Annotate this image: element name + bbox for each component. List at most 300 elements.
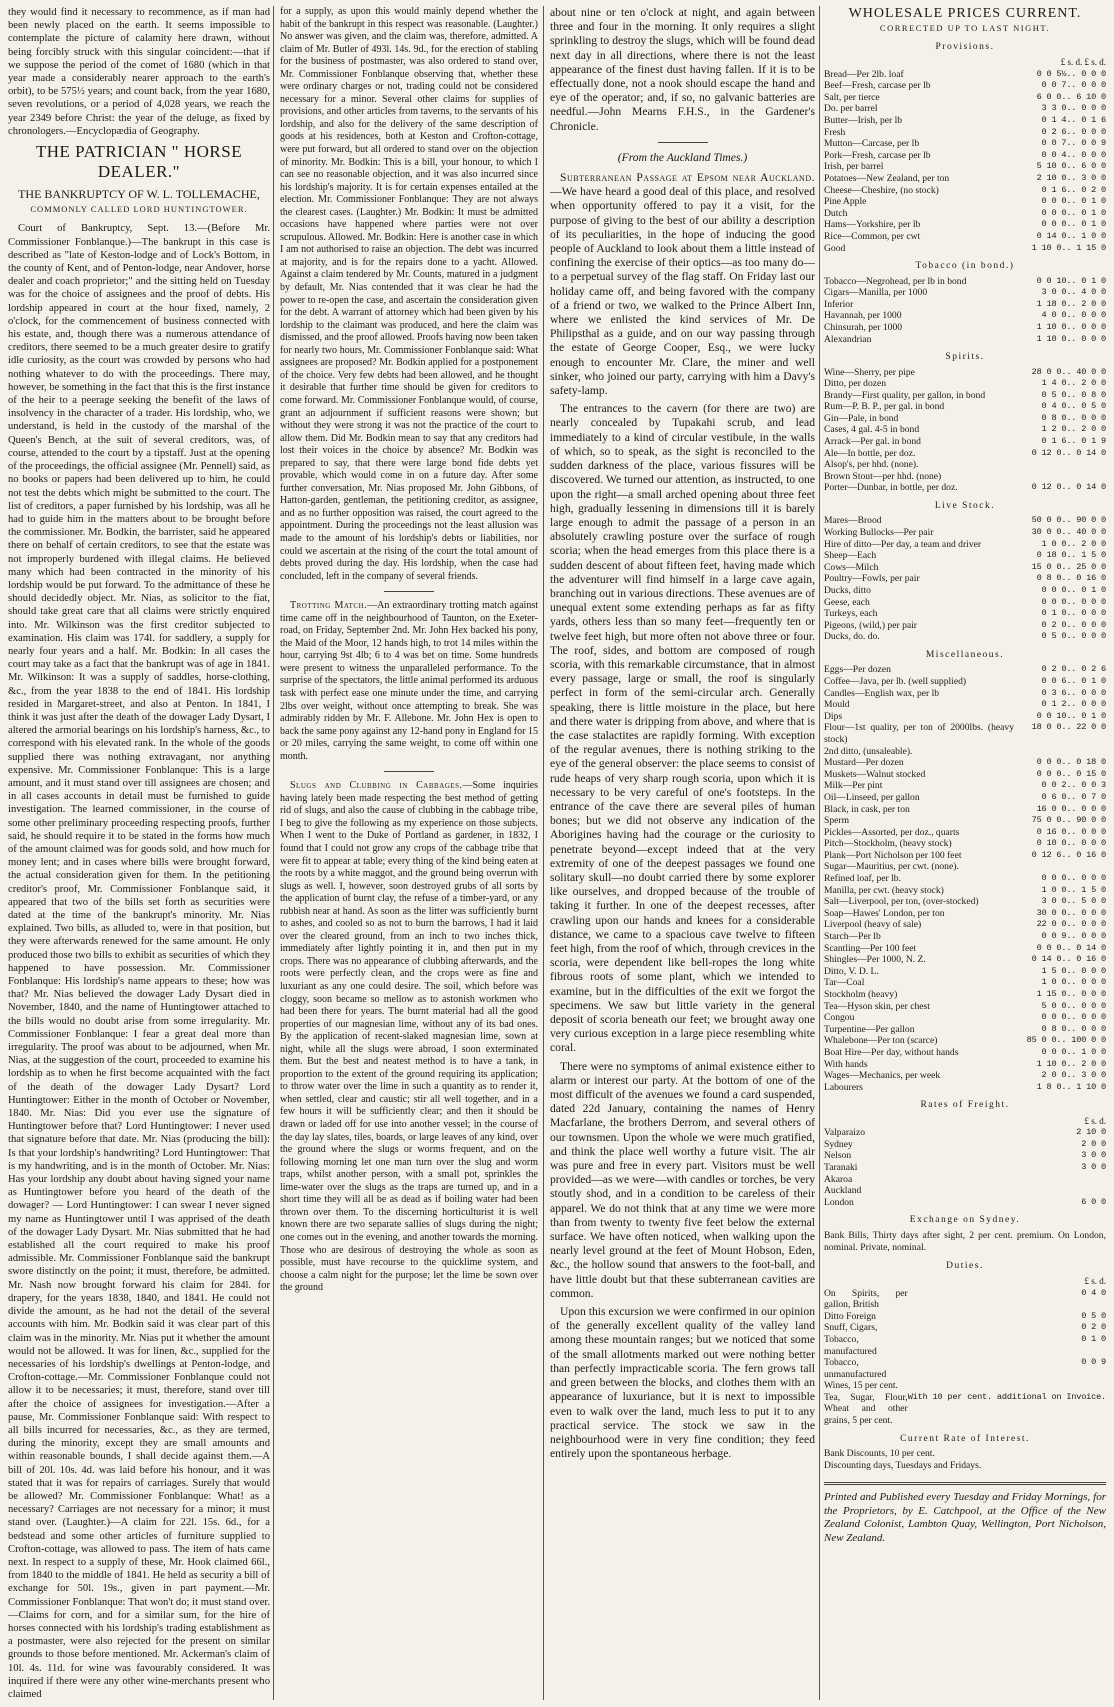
column-1 [8, 6, 270, 1700]
price-item-value: 0 12 0.. 0 14 0 [1031, 447, 1106, 458]
price-item-name: Pine Apple [824, 196, 867, 208]
price-item-name: Hire of ditto—Per day, a team and driver [824, 538, 982, 550]
price-item-value: 3 3 0.. 0 0 0 [1041, 103, 1106, 114]
price-item-name: Tar—Coal [824, 977, 865, 989]
price-item-name: Oil—Linseed, per gallon [824, 791, 920, 803]
price-row [824, 1127, 1106, 1139]
price-item-value: 22 0 0.. 0 0 0 [1036, 919, 1106, 930]
price-item-value: 0 18 0.. 1 5 0 [1036, 550, 1106, 561]
price-item-value: 0 12 0.. 0 14 0 [1031, 482, 1106, 493]
price-item-name: Hams—Yorkshire, per lb [824, 219, 921, 231]
duties-units: £ s. d. [1084, 1276, 1106, 1287]
price-item-name: Scantling—Per 100 feet [824, 942, 917, 954]
price-item-name: Alexandrian [824, 333, 872, 345]
provisions-units: £ s. d. £ s. d. [1060, 57, 1106, 68]
price-row [824, 196, 1106, 208]
price-item-name: Bread—Per 2lb. loaf [824, 68, 904, 80]
price-item-name: Butter—Irish, per lb [824, 115, 903, 126]
epsom-body-2: The entrances to the cavern (for there are two) are nearly concealed by Tupakahi scrub, and lead immediately to a kind of circular vestibule, in the walls of which, so to speak, as the sight is reconciled to the sudden darkness of the place, various fissures will be discovered. We turned our attention, as instructed, to one upon the right—a small arched opening about three feet high, gradually lessening in dimensions till it is barely large enough to admit the passage of a person in an absolutely crawling posture over the surface of rough scoria; when the head emerges from this place there is a sudden descent of about fifteen feet, having made which the adventurer will find himself in a large cave again, branching out in various directions. These avenues are of unequal extent some extending perhaps as far as fifty yards, others less than so many feet—frequently ten or twelve feet high, but more often not above three or four. The roof, sides, and bottom are composed of rough scoria, with this remarkable circumstance, that in almost every passage, large or small, the roof is singularly perfect in form of the semi-circular arch. Generally speaking, there is little moisture in the place, but here and there water is dripping from above, and where that is the case stalactites are rapidly forming. With exception of the regular avenues, there is nothing striking to the eye of the general observer: the place seems to consist of rude heaps of very sharp rough scoria, upon which it is necessary to be very careful of one's footsteps. In the entrance of the cave there are several piles of human bones; but we did not observe any indication of the Aborigines having had the courage or the curiosity to penetrate beyond—except indeed that at the very extremity of one of the deepest passages we found one solitary skull—no doubt carried there by some explorer like ourselves, and dropped because of the trouble of taking it further. In one of the deepest recesses, after crawling upon our hands and knees for a considerable distance, we came to a spacious cave twelve to fifteen feet high, from the roof of which, through crevices in the scoria, were dependent like bell-ropes the long white fibrous roots of some plant, which we intended to examine, but in the difficulties of the exit we forgot the specimens. We saw but little variety in the general deposit of scoria beneath our feet; we brought away one very curious exception in a large piece resembling white coral. [550, 402, 815, 1055]
column-3 [550, 6, 815, 1700]
price-item-value: 0 4 0 [1081, 1287, 1106, 1298]
interest-heading: Current Rate of Interest. [900, 1433, 1030, 1444]
price-item-name: Turpentine—Per gallon [824, 1023, 915, 1035]
price-item-name: Ale—In bottle, per doz. [824, 447, 916, 459]
price-row [824, 401, 1106, 413]
source-credit: (From the Auckland Times.) [617, 150, 748, 164]
price-item-name: Rum—P. B. P., per gal. in bond [824, 401, 945, 413]
price-row [824, 1150, 1106, 1162]
price-row [824, 757, 1106, 769]
price-item-value: 3 0 0.. 5 0 0 [1041, 896, 1106, 907]
price-item-name: Mustard—Per dozen [824, 757, 904, 769]
price-item-name: Porter—Dunbar, in bottle, per doz. [824, 482, 958, 494]
price-item-value: 0 0 0.. 0 15 0 [1036, 768, 1106, 779]
article-intro: they would find it necessary to recommence, as if man had been newly placed on the earth. It seems impossible to contemplate the picture of calamity here drawn, without being forcibly struck with this singular coincident:—that if we suppose the period of the comet of 1680 (which in that year made a considerably nearer approach to the earth's orbit), to be 575½ years; and count back, from the year 1680, seven revolutions, or a period of 4,028 years, we reach the year 2349 before Christ: the year of the deluge, as fixed by chronologers.—Encyclopædia of Geography. [8, 7, 270, 137]
price-item-name: With hands [824, 1058, 868, 1070]
price-item-name: Black, in cask, per ton [824, 803, 910, 815]
price-row [824, 1047, 1106, 1059]
price-item-name: Pickles—Assorted, per doz., quarts [824, 826, 960, 838]
tobacco-heading: Tobacco (in bond.) [915, 261, 1015, 272]
price-row [824, 127, 1106, 139]
price-row [824, 1059, 1106, 1071]
price-item-value: 0 0 10.. 0 1 0 [1036, 275, 1106, 286]
price-item-name: Fresh [824, 126, 846, 138]
price-item-value: 0 0 10.. 0 1 0 [1036, 710, 1106, 721]
price-item-value: 75 0 0.. 90 0 0 [1031, 815, 1106, 826]
price-row [824, 676, 1106, 688]
column-4-prices [824, 6, 1106, 1700]
price-item-value: 2 10 0.. 3 0 0 [1036, 172, 1106, 183]
price-row [824, 1322, 1106, 1334]
price-row [824, 550, 1106, 562]
article-bankruptcy-cont: for a supply, as upon this would mainly depend whether the habit of the bankrupt in this respect was reasonable. (Laughter.) No answer was given, and the claim was, therefore, admitted. A claim of Mr. Butler of 493l. 14s. 9d., for the erection of stabling for the business of postmaster, was also ordered to stand over, Mr. Commissioner Fonblanque observing that, whether these were ordinary charges or not, trading could not be considered necessary for a minor. Several other claims for supplies of provisions, and other articles from taverns, to the servants of his lordship, and also for the delivery of the same description of goods at his residences, both at Keston and Crofton-cottage, were put forward, but all ordered to stand over on the objection of minority. Mr. Bodkin: This is a bill, your honour, to which I can see no reasonable objection, and it was also incurred since his lordship's majority. It is for certain expenses entailed at the election. Mr. Commissioner Fonblanque: They are not always the clearest cases. (Laughter.) Mr. Bodkin: It must be admitted occasions have happened where parties were not over scrupulous. Allowed. Mr. Bodkin: Here is another case in which I am not authorised to raise an objection. The debt was incurred at majority, and is for the repairs done to a yacht. Allowed. Against a claim tendered by Mr. Counts, matured in a judgment by default, Mr. Nias contended that it was clear he had the power to re-open the case, and ascertain the consideration given for the debt. A warrant of attorney which had been given by his lordship to the claimant was produced, and here the claim was dismissed, and the proof allowed. Proofs having now been taken for nearly two hours, Mr. Commissioner Fonblanque said: What assignees are proposed? Mr. Bodkin applied for a postponement of the choice. Very few debts had been allowed, and he thought it desirable that further time should be given for creditors to come forward. Mr. Commissioner Fonblanque would, of course, grant an adjournment if sufficient reasons were shown; but without they were strong it was not the practice of the court to allow them. Did Mr. Bodkin mean to say that any creditors had lost their voices in the choice by absence? Mr. Bodkin was prepared to say, that there were large bond fide debts yet provable, which would come in on a future day. After some further conversation, Mr. Nias proposed Mr. John Gibbons, of Hatton-garden, gentleman, the petitioning creditor, as assignee, and as no further opposition was raised, the court agreed to the appointment. During the proceedings not the least allusion was made to the amount of his lordship's debts or liabilities, nor could we ascertain at the rising of the court the total amount of debts proved during the day. His lordship, when the case had concluded, left in the company of several friends. [280, 6, 538, 582]
spirits-table [824, 367, 1106, 495]
price-row [824, 115, 1106, 127]
price-item-value: 28 0 0.. 40 0 0 [1031, 366, 1106, 377]
price-item-name: Refined loaf, per lb. [824, 873, 901, 885]
price-row [824, 1082, 1106, 1094]
headline-bankruptcy-sub: COMMONLY CALLED LORD HUNTINGTOWER. [30, 204, 248, 215]
price-item-value: 18 0 0.. 22 0 0 [1031, 722, 1106, 733]
price-item-name: Tea—Hyson skin, per chest [824, 1000, 930, 1012]
price-item-name: Pigeons, (wild,) per pair [824, 619, 917, 631]
price-row [824, 919, 1106, 931]
price-item-value: 0 2 0.. 0 2 6 [1041, 664, 1106, 675]
price-item-name: Geese, each [824, 596, 870, 608]
price-item-value: 0 0 0.. 1 0 0 [1041, 1046, 1106, 1057]
price-row [824, 459, 1106, 471]
price-item-name: Eggs—Per dozen [824, 664, 891, 676]
price-row [824, 482, 1106, 494]
price-item-name: Gin—Pale, in bond [824, 412, 899, 424]
price-row [824, 827, 1106, 839]
price-item-name: Coffee—Java, per lb. (well supplied) [824, 675, 967, 687]
price-item-name: Salt—Liverpool, per ton, (over-stocked) [824, 896, 979, 908]
price-row [824, 769, 1106, 781]
price-item-value: 0 14 0.. 0 16 0 [1031, 954, 1106, 965]
price-item-value: 0 0 5½.. 0 0 0 [1036, 68, 1106, 79]
price-item-name: Sugar—Mauritius, per cwt. (none). [824, 861, 959, 873]
price-row [824, 815, 1106, 827]
price-row [824, 908, 1106, 920]
price-row [824, 780, 1106, 792]
price-row [824, 631, 1106, 643]
price-item-name: Congou [824, 1012, 855, 1024]
exchange-heading: Exchange on Sydney. [909, 1215, 1021, 1226]
duties-table [824, 1288, 1106, 1427]
price-item-value [908, 1380, 1106, 1392]
price-item-value: 16 0 0.. 0 0 0 [1036, 803, 1106, 814]
price-item-name: London [824, 1196, 854, 1208]
price-item-value: 0 0 0.. 0 18 0 [1036, 757, 1106, 768]
price-item-value: 0 4 0.. 0 5 0 [1041, 401, 1106, 412]
price-row [824, 390, 1106, 402]
price-item-name: Tea, Sugar, Flour, Wheat and other grains, 5 per cent. [824, 1391, 908, 1427]
price-row [824, 966, 1106, 978]
price-item-value [1014, 1174, 1106, 1186]
price-item-name: Beef—Fresh, carcase per lb [824, 80, 931, 92]
column-2 [280, 6, 538, 1700]
price-item-name: Arrack—Per gal. in bond [824, 436, 921, 448]
price-row [824, 562, 1106, 574]
price-item-value [1014, 861, 1106, 873]
price-row [824, 1357, 1106, 1380]
price-row [824, 80, 1106, 92]
price-item-value: 30 0 0.. 0 0 0 [1036, 907, 1106, 918]
price-item-value: 2 0 0 [1081, 1138, 1106, 1149]
price-item-name: Labourers [824, 1081, 863, 1093]
price-item-value: 0 0 0.. 0 14 0 [1036, 942, 1106, 953]
price-item-name: Turkeys, each [824, 608, 878, 620]
column-rule [819, 6, 820, 1700]
price-row [824, 1035, 1106, 1047]
epsom-body-3: There were no symptoms of animal existence either to alarm or interest our party. At the bottom of one of the most difficult of the avenues we found a card suspended, dated 22d January, containing the names of Henry Macfarlane, the brothers Derrom, and several others of our townsmen. Upon the whole we were much gratified, and think the place well worthy a future visit. The air was pure and free in every part. Visitors must be well provided—as we were—with candles or torches, be very stoutly shod, and in a condition to be careless of their apparel. We do not think that at any time we were more than from twenty to twenty five feet below the external surface. We have often noticed, when walking upon the nearly level ground at the feet of Mount Hobson, Eden, &c., the hollow sound that answers to the foot-ball, and have little doubt but that these subterranean cavities are common. [550, 1059, 815, 1300]
price-item-value: 1 8 0.. 1 10 0 [1036, 1081, 1106, 1092]
price-item-name: Alsop's, per hhd. (none). [824, 459, 919, 471]
price-item-name: Whalebone—Per ton (scarce) [824, 1035, 938, 1047]
price-item-name: Poultry—Fowls, per pair [824, 573, 920, 585]
price-item-value: 0 0 0.. 0 1 0 [1041, 207, 1106, 218]
price-row [824, 138, 1106, 150]
price-item-value: 5 10 0.. 6 0 0 [1036, 161, 1106, 172]
price-item-value: 0 5 0.. 0 8 0 [1041, 389, 1106, 400]
price-row [824, 413, 1106, 425]
price-item-name: Candles—English wax, per lb [824, 687, 940, 699]
misc-heading: Miscellaneous. [925, 649, 1005, 660]
price-row [824, 436, 1106, 448]
price-item-value: 0 16 0.. 0 0 0 [1036, 826, 1106, 837]
price-row [824, 334, 1106, 346]
section-divider [384, 591, 434, 592]
price-item-value: 0 6 0.. 0 7 0 [1041, 791, 1106, 802]
price-item-value: 30 0 0.. 40 0 0 [1031, 527, 1106, 538]
price-row [824, 573, 1106, 585]
price-item-name: 2nd ditto, (unsaleable). [824, 745, 913, 757]
price-item-value: 85 0 0.. 100 0 0 [1026, 1035, 1106, 1046]
price-row [824, 1012, 1106, 1024]
price-item-value: 50 0 0.. 90 0 0 [1031, 515, 1106, 526]
price-item-name: Boat Hire—Per day, without hands [824, 1046, 959, 1058]
price-item-value: 3 0 0.. 4 0 0 [1041, 287, 1106, 298]
price-item-name: Do. per barrel [824, 103, 878, 115]
price-item-value: 0 1 6.. 0 1 9 [1041, 436, 1106, 447]
price-item-name: Chinsurah, per 1000 [824, 321, 903, 333]
price-item-name: Auckland [824, 1185, 862, 1197]
price-item-name: Salt, per tierce [824, 91, 880, 103]
price-item-value [1014, 1185, 1106, 1197]
price-item-name: Dips [824, 710, 843, 722]
price-item-value: 0 2 6.. 0 0 0 [1041, 126, 1106, 137]
price-item-value: 6 0 0.. 6 10 0 [1036, 91, 1106, 102]
price-item-value: 0 2 0 [1081, 1322, 1106, 1333]
price-row [824, 885, 1106, 897]
price-item-name: Nelson [824, 1150, 852, 1162]
price-item-value: 0 1 2.. 0 0 0 [1041, 699, 1106, 710]
price-item-value: 1 2 0.. 2 0 0 [1041, 424, 1106, 435]
price-item-value: 0 0 6.. 0 1 0 [1041, 675, 1106, 686]
price-row [824, 276, 1106, 288]
price-row [824, 711, 1106, 723]
price-row [824, 378, 1106, 390]
price-row [824, 1311, 1106, 1323]
prices-title: WHOLESALE PRICES CURRENT. [848, 6, 1082, 21]
price-row [824, 688, 1106, 700]
price-item-name: Muskets—Walnut stocked [824, 768, 926, 780]
price-row [824, 1288, 1106, 1311]
price-item-name: Ducks, do. do. [824, 631, 880, 643]
price-item-value: 0 1 6.. 0 2 0 [1041, 184, 1106, 195]
price-item-name: Akaroa [824, 1173, 853, 1185]
price-row [824, 150, 1106, 162]
price-item-value: 0 10 0.. 0 0 0 [1036, 838, 1106, 849]
headline-bankruptcy: THE BANKRUPTCY OF W. L. TOLLEMACHE, [18, 187, 260, 202]
price-row [824, 173, 1106, 185]
price-item-name: Sydney [824, 1138, 853, 1150]
section-divider [384, 771, 434, 772]
price-row [824, 231, 1106, 243]
price-item-name: Soap—Hawes' London, per ton [824, 907, 945, 919]
epsom-lead: Subterranean Passage at Epsom near Auckland. [560, 171, 815, 185]
price-row [824, 861, 1106, 873]
price-item-name: Dutch [824, 207, 848, 219]
exchange-text: Bank Bills, Thirty days after sight, 2 per cent. premium. On London, nominal. Private, nominal. [824, 1229, 1106, 1253]
price-row [824, 699, 1106, 711]
price-item-name: Cows—Milch [824, 561, 879, 573]
price-row [824, 873, 1106, 885]
price-item-name: Brown Stout—per hhd. (none) [824, 470, 942, 482]
price-item-name: Manilla, per cwt. (heavy stock) [824, 884, 944, 896]
trotting-lead: Trotting Match. [290, 600, 368, 612]
price-item-value: 0 0 2.. 0 0 3 [1041, 780, 1106, 791]
price-item-value: 0 12 6.. 0 16 0 [1031, 849, 1106, 860]
price-row [824, 1139, 1106, 1151]
column-rule [273, 6, 274, 1700]
price-row [824, 448, 1106, 460]
headline-patrician: THE PATRICIAN " HORSE DEALER." [35, 142, 243, 182]
livestock-table [824, 515, 1106, 643]
price-row [824, 69, 1106, 81]
misc-table [824, 664, 1106, 1093]
price-item-value: 0 5 0.. 0 0 0 [1041, 631, 1106, 642]
price-row [824, 943, 1106, 955]
freight-units: £ s. d. [1084, 1115, 1106, 1126]
price-item-value: 0 1 4.. 0 1 6 [1041, 115, 1106, 125]
price-item-value: 1 0 0.. 2 0 0 [1041, 538, 1106, 549]
price-row [824, 664, 1106, 676]
price-item-name: Irish, per barrel [824, 161, 884, 173]
price-item-value: 0 0 0.. 0 0 0 [1041, 873, 1106, 884]
price-item-value [1014, 471, 1106, 483]
price-row [824, 608, 1106, 620]
price-item-value: 1 0 0.. 1 5 0 [1041, 884, 1106, 895]
price-item-value: 1 10 0.. 2 0 0 [1036, 1058, 1106, 1069]
price-item-value: 1 15 0.. 0 0 0 [1036, 989, 1106, 999]
prices-subtitle: CORRECTED UP TO LAST NIGHT. [879, 23, 1051, 34]
price-item-value: 1 10 0.. 0 0 0 [1036, 333, 1106, 344]
price-row [824, 161, 1106, 173]
price-row [824, 585, 1106, 597]
price-item-name: Good [824, 242, 846, 254]
price-item-value: 0 0 0.. 0 1 0 [1041, 585, 1106, 595]
price-item-value: 0 1 0 [1081, 1333, 1106, 1344]
price-item-value: 2 10 0 [1076, 1127, 1106, 1138]
price-item-value [1014, 746, 1106, 758]
price-item-name: Cheese—Cheshire, (no stock) [824, 184, 939, 196]
price-row [824, 1162, 1106, 1174]
price-item-value: 0 3 6.. 0 0 0 [1041, 687, 1106, 698]
price-item-value: 0 8 0.. 0 0 0 [1041, 412, 1106, 423]
price-row [824, 322, 1106, 334]
price-item-value: 0 0 0.. 0 1 0 [1041, 219, 1106, 230]
price-row [824, 219, 1106, 231]
price-item-name: Snuff, Cigars, [824, 1322, 878, 1334]
price-row [824, 299, 1106, 311]
price-item-value: 1 10 0.. 1 15 0 [1031, 242, 1106, 253]
price-item-value: 2 0 0.. 3 0 0 [1041, 1070, 1106, 1081]
price-item-value: 0 0 9.. 0 0 0 [1041, 931, 1106, 942]
price-item-name: Tobacco, unmanufactured [824, 1357, 887, 1380]
price-row [824, 597, 1106, 609]
price-item-value: 0 0 7.. 0 0 9 [1041, 138, 1106, 149]
duties-heading: Duties. [946, 1260, 984, 1271]
price-row [824, 931, 1106, 943]
price-item-value: 1 0 0.. 0 0 0 [1041, 977, 1106, 988]
price-row [824, 804, 1106, 816]
price-row [824, 896, 1106, 908]
price-item-value: 0 0 0.. 0 0 0 [1041, 1012, 1106, 1023]
spirits-heading: Spirits. [945, 352, 985, 363]
price-item-name: Brandy—First quality, per gallon, in bond [824, 389, 986, 401]
price-row [824, 722, 1106, 745]
price-item-value: 0 0 0.. 0 0 0 [1041, 596, 1106, 607]
price-item-name: Wages—Mechanics, per week [824, 1070, 941, 1082]
price-row [824, 1024, 1106, 1036]
price-item-value: 3 0 0 [1081, 1150, 1106, 1161]
price-row [824, 1174, 1106, 1186]
price-row [824, 471, 1106, 483]
price-row [824, 92, 1106, 104]
price-row [824, 954, 1106, 966]
imprint: Printed and Published every Tuesday and Friday Mornings, for the Proprietors, by E. Catchpool, at the Office of the New Zealand Colonist, Lambton Quay, Wellington, Port Nicholson, New Zealand. [824, 1482, 1106, 1545]
price-item-name: On Spirits, per gallon, British [824, 1287, 908, 1311]
price-item-name: Ditto, per dozen [824, 378, 887, 390]
price-item-value: 4 0 0.. 0 0 0 [1041, 310, 1106, 321]
price-item-value: 0 0 9 [1081, 1357, 1106, 1368]
price-item-name: Ditto, V. D. L. [824, 965, 879, 977]
price-item-value: 0 0 4.. 0 0 0 [1041, 149, 1106, 160]
price-item-name: Potatoes—New Zealand, per ton [824, 172, 950, 184]
price-item-name: Mares—Brood [824, 515, 882, 527]
price-row [824, 243, 1106, 255]
price-item-value: 0 0 7.. 0 0 0 [1041, 80, 1106, 91]
provisions-table [824, 69, 1106, 255]
price-row [824, 1185, 1106, 1197]
price-row [824, 792, 1106, 804]
price-item-value: With 10 per cent. additional on Invoice. [907, 1391, 1106, 1402]
price-row [824, 515, 1106, 527]
price-row [824, 539, 1106, 551]
price-row [824, 1392, 1106, 1427]
freight-table [824, 1127, 1106, 1208]
price-item-name: Ducks, ditto [824, 585, 871, 596]
price-row [824, 367, 1106, 379]
price-row [824, 527, 1106, 539]
price-item-name: Mutton—Carcase, per lb [824, 138, 920, 150]
price-item-name: Wines, 15 per cent. [824, 1380, 898, 1392]
price-item-value: 0 2 0.. 0 0 0 [1041, 619, 1106, 630]
price-row [824, 287, 1106, 299]
price-item-value: 1 5 0.. 0 0 0 [1041, 965, 1106, 976]
price-row [824, 620, 1106, 632]
price-row [824, 977, 1106, 989]
column-rule [543, 6, 544, 1700]
price-row [824, 185, 1106, 197]
price-row [824, 103, 1106, 115]
price-item-name: Stockholm (heavy) [824, 989, 898, 1000]
price-item-name: Sperm [824, 815, 850, 827]
price-item-name: Working Bullocks—Per pair [824, 527, 934, 539]
freight-heading: Rates of Freight. [920, 1100, 1010, 1111]
price-item-value: 0 5 0 [1081, 1310, 1106, 1321]
tobacco-table [824, 276, 1106, 346]
price-item-name: Valparaizo [824, 1127, 866, 1139]
price-row [824, 838, 1106, 850]
price-item-name: Liverpool (heavy of sale) [824, 919, 922, 931]
price-item-name: Cigars—Manilla, per 1000 [824, 287, 928, 299]
price-row [824, 1334, 1106, 1357]
price-item-value [1014, 459, 1106, 471]
epsom-body-4: Upon this excursion we were confirmed in our opinion of the generally excellent quality of the valley land among these mountain ranges; but we noticed that some of the small allotments marked out were nothing better than perfectly impracticable scoria. The fern grows tall and green between the blocks, and clothes them with an appearance of luxuriance, but it is next to impossible even to walk over the land, much less to put it to any practical service. The stock we saw in the neighbourhood were in very fine condition; they feed entirely upon the spontaneous herbage. [550, 1305, 815, 1461]
price-item-value: 1 18 0.. 2 0 0 [1036, 298, 1106, 309]
interest-line-2: Discounting days, Tuesdays and Fridays. [824, 1460, 982, 1472]
slugs-body: —Some inquiries having lately been made respecting the best method of getting rid of slugs, and also the cause of clubbing in the cabbage tribe, I beg to give the following as my experience on those subjects. When I went to the Duke of Portland as gardener, in 1832, I found that I could not grow any crops of the cabbage tribe that were fit to appear at table; every thing of the kind being eaten at the roots by a white maggot, and the ground being overrun with slugs as well. I, however, soon destroyed grubs of all sorts by the application of burnt clay, the refuse of a timber-yard, or any rubbish near at hand. As soon as the litter was sufficiently burnt to ashes, and cooled so as not to burn the barrows, I had it laid over the cleared ground, from an inch to two inches thick, immediately after lightly pointing it in, and then put in my crops. There was no appearance of clubbing afterwards, and the roots were perfectly clean, and the crops were as fine and luxuriant as any one could desire. The soil, which before was cloggy, soon became so mellow as to astonish workmen who had been there for years. The burnt material had all the good properties of our magnesian lime, without any of its bad ones. By the application of recent-slaked magnesian lime, sown at night, while all the slugs were abroad, I soon exterminated them. But the best and neatest method is to have a tank, in proportion to the extent of the ground requiring its application; to throw water over the lime in such a quantity as to render it, when settled, clear and caustic; stir all well together, and in a few hours it will be sufficiently clear; and then it should be drawn or laded off for use into another vessel; in the course of the day lay slates, tiles, boards, or large leaves of any kind, over the ground where the slugs or worms frequent, and on the following morning let one man turn over the slug and worm traps, whilst another person, with a small pot, sprinkles the lime-water over the slugs as the traps are turned up, and in a short time they will all be as dead as if boiling water had been thrown over them. To the discerning horticulturist it is well known there are two separate sallies of slugs during the night; one comes out in the evening, and another towards the morning. Those who are desirous of destroying the whole as soon as possible, must have recourse to the quicklime system, and choose a calm night for the purpose; let the lime be sown over the ground [280, 780, 538, 1294]
price-row [824, 424, 1106, 436]
section-divider [658, 142, 708, 143]
trotting-body: —An extraordinary trotting match against time came off in the neighbourhood of Taunton, on the Exeter-road, on Friday, September 2nd. Mr. John Hex backed his pony, the Maid of the Moor, 12 hands high, to trot 14 miles within the hour, carrying 9st 4lb; 6 to 4 was bet on time. Some hundreds were present to witness the unparalleled performance. To the surprise of the spectators, the little animal performed its arduous task with perfect ease one minute under the time, and carrying 2lbs over weight, without once attempting to break. She was admirably ridden by Mr. F. Allebone. Mr. John Hex is open to back the same pony against any 12-hand pony in England for 15 or 20 miles, carrying the same weight, to come off within one month. [280, 600, 538, 762]
article-bankruptcy-body: Court of Bankruptcy, Sept. 13.—(Before Mr. Commissioner Fonblanque.)—The bankrupt in this case is described as "late of Keston-lodge and of Lock's Bottom, in the county of Kent, and of Penton-lodge, near Andover, horse dealer and coach proprietor;" and the sitting held on Tuesday was for the choice of assignees and the proof of debts. His lordship appeared in court at the hour fixed, namely, 2 o'clock, for the commencement of business connected with his estate, and, though there was a numerous attendance of creditors, there seemed to be a much greater desire to gratify idle curiosity, as the court was crowded by persons who had nothing whatever to do with the proceedings. There may, however, be something in the fact that this is the first instance of the heir to a peerage seeking the benefit of the laws of insolvency in the character of a trader. His lordship, who, we understand, is held in the custody of the marshal of the Queen's Bench, at the suit of several creditors, was, of course, attended to the court by a tipstaff. Just at the opening of the proceedings, the official assignee (Mr. Pennell) said, as no books or papers had been delivered up to him, he could not test the debts which might be submitted to the court. The list of creditors, a paper furnished by his lordship, was all he had to guide him in the matters about to be brought before the commissioner. Mr. Bodkin, the barrister, said he appeared there on behalf of certain creditors, to see that the estate was not improperly burdened with illegal claims. He believed many which had been contracted in the minority of his lordship would be put forward. To the admittance of these he should decidedly object. Mr. Nias, as solicitor to the fiat, should take great care that all claims were strictly enquired into. Mr. Wilkinson was the first creditor subjected to examination. His claim was 174l. for saddlery, a supply for nearly four years and a half. Mr. Bodkin: In all cases the court may take as a fact that the bankrupt was of age in 1841. Mr. Wilkinson: It was a supply of saddles, horse-clothing, &c., from the year 1838 to the end of 1841. His lordship resided in Margaret-street, and also at Penton. In 1841, I think it was just after the death of the dowager Lady Dysart, I altered the armorial bearings on his lordship's harness, &c., to correspond with his elevated rank. In the whole of the goods supplied there was nothing extravagant, nor anything expensive. Mr. Commissioner Fonblanque: This is a large amount, and it must stand over till assignees are chosen; and in all cases accounts in detail must be furnished to guide investigation. The learned commissioner, in the course of some other preliminary proceeding respecting proofs, further said, he should require it to be stated in the forms how much of the amount claimed was for goods sold, and how much for money lent; and in cases where bills were brought forward, the actual consideration given for them. In the petitioning creditor's proof, Mr. Commissioner Fonblanque said, it appeared that two of the bills set forth as securities were dated at the time of the bankrupt's minority. Mr. Nias explained. Two bills, as alluded to, were in that position, but they were afterwards renewed for the same amount. He only produced those two bills to exhibit as securities of which they happened to have possession. Mr. Commissioner Fonblanque: His lordship's name appears to these; how was that? Mr. Nias believed the dowager Lady Dysart died in November, 1840, and the name of Huntingtower attached to the bills would no doubt arise from some irregularity. Mr. Commissioner Fonblanque: I fear a great deal more than irregularity. The proof was about to be adjourned, when Mr. Nias, at the suggestion of the court, proceeded to examine his lordship as to when he first become acquainted with the fact of the death of the dowager Lady Dysart? Lord Huntingtower: Either in the month of October or November, 1840. Mr. Nias: Did you ever use the signature of Huntingtower before that? Lord Huntingtower: I never used that signature before that date. Mr. Nias (producing the bill): Is that your lordship's handwriting? Lord Huntingtower: That is my handwriting, and is in the month of October. Mr. Nias: Has your lordship any doubt about having signed your name as Huntingtower before you heard of the death of the dowager? — Lord Huntingtower: I can swear I never signed my name as Huntingtower until I was apprised of the death of the dowager Lady Dysart. Mr. Nias submitted that he had established all the court required to make his proof admissible. Mr. Commissioner Fonblanque said the bankrupt swore distinctly on the point; it must, therefore, be admitted. Mr. Nash now brought forward his claim for 284l. for drapery, for the years 1838, 1840, and 1841. He could not divide the amount, as he had not the detail of the several accounts with him. Mr. Bodkin said it was clear part of this claim was in the minority. Mr. Nias put it whether the amount would not be allowed. It was for linen, &c., supplied for the necessaries of his lordship's dwellings at Penton-lodge, and Crofton-cottage.—Mr. Commissioner Fonblanque could not allow it to be necessaries; it must, therefore, stand over till after the choice of assignees for investigation.—After a pause, Mr. Commissioner Fonblanque said: With respect to all bills incurred for necessaries, &c., as they are termed, during the minority, except they are small amounts and within reasonable bounds, I shall decide against them.—A bill of 20l. 10s. 4d. was laid before his honour, and it was stated that it was for repairs of carriages. Surely that would be allowed? Mr. Commissioner Fonblanque: What! as a necessary? Carriages are not necessary for a minor; it must stand over. (Laughter.)—A claim for 22l. 15s. 6d., for a bedstead and some other articles of furniture supplied to Crofton-cottage, was allowed to pass. The item of hats came next. In respect to a supply of these, Mr. Hook claimed 66l., from 1840 to the middle of 1841. He held as security a bill of exchange for 50l. 19s., given in part payment.—Mr. Commissioner Fonblanque: That won't do; it must stand over.—Claims for corn, and for a similar sum, for the hire of horses connected with his lordship's trading establishment as a postmaster, were also rejected for the present on similar grounds to those before mentioned. Mr. Ackerman's claim of 10l. 4s. 11d. for wine was favourably considered. It was inquired if there were any other wine-merchants present who claimed [8, 223, 270, 1700]
price-item-name: Taranaki [824, 1161, 858, 1173]
price-item-name: Sheep—Each [824, 550, 877, 562]
provisions-heading: Provisions. [935, 41, 995, 52]
price-item-value: 5 0 0.. 0 0 0 [1041, 1000, 1106, 1011]
price-item-name: Cases, 4 gal. 4-5 in bond [824, 424, 920, 436]
price-item-value: 0 0 0.. 0 1 0 [1041, 196, 1106, 207]
price-item-value: 0 8 0.. 0 16 0 [1036, 573, 1106, 584]
price-item-name: Shingles—Per 1000, N. Z. [824, 954, 926, 966]
price-row [824, 850, 1106, 862]
slugs-cont: about nine or ten o'clock at night, and again between three and four in the morning. It only requires a slight sprinkling to destroy the slugs, which will be found dead next day in all directions, where there is not the least appearance of the finest dust having fallen. If it is to be effectually done, not a nook should escape the hand and eye of the operator; and, if so, no galvanic batteries are needful.—John Mearns F.H.S., in the Gardener's Chronicle. [550, 6, 815, 133]
